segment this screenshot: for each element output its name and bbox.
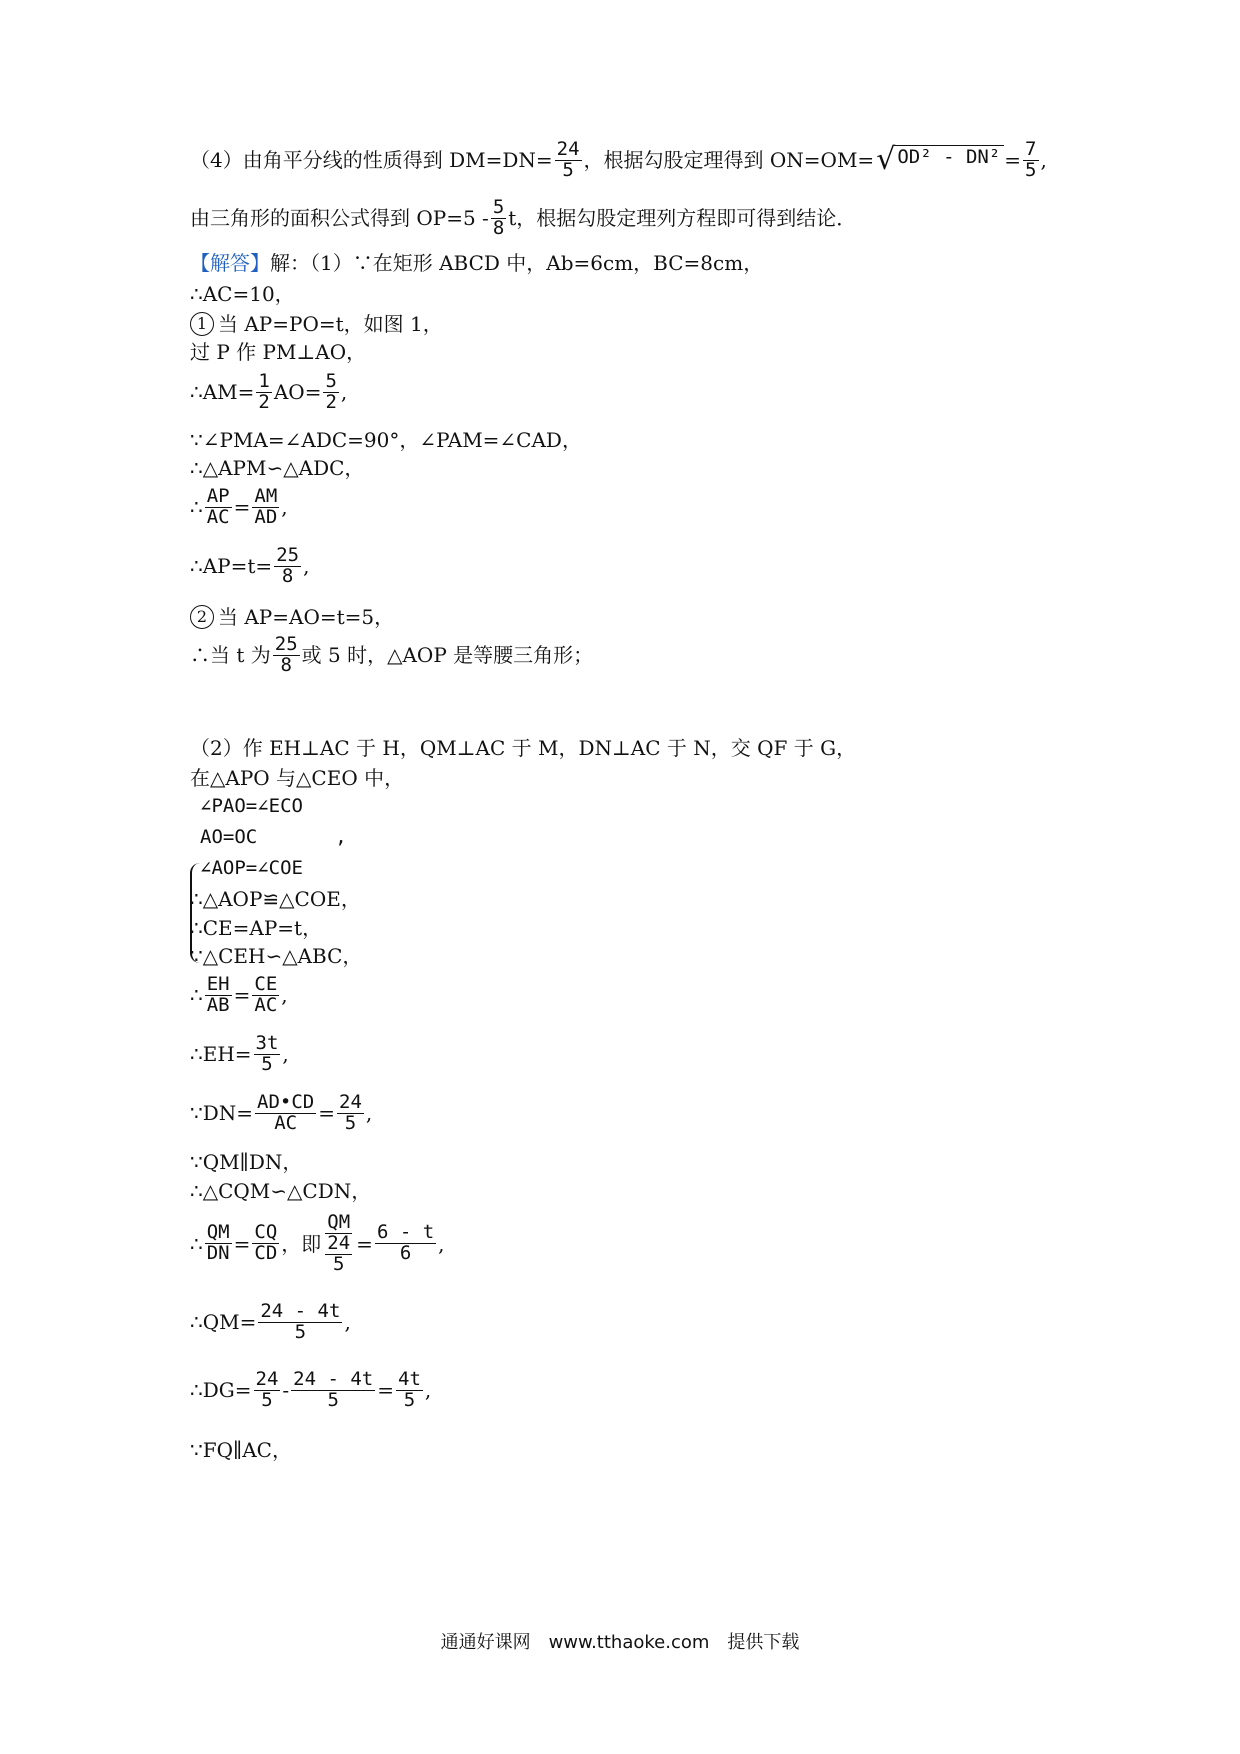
step-line: ∴ $\frac{AP}{AC}$ = $\frac{AM}{AD}$ ,: [190, 485, 288, 528]
fraction: $\frac{3t}{5}$: [255, 1032, 279, 1075]
text: ，根据勾股定理得到 ON=OM=: [583, 148, 875, 173]
step-line: ∴QM= $\frac{24 - 4t}{5}$ ,: [190, 1300, 351, 1343]
solution-tag: 【解答】: [190, 251, 270, 275]
fraction: $\frac{AD•CD}{AC}$: [257, 1091, 315, 1134]
fraction: $\frac{AM}{AD}$: [254, 485, 278, 528]
step-line: ∴DG= $\frac{24}{5}$ - $\frac{24 - 4t}{5}$ = $\frac{4t}{5}$ ,: [190, 1368, 432, 1411]
fraction: $\frac{24}{5}$: [339, 1091, 362, 1134]
case-2-line: [190, 605, 394, 629]
text: 由三角形的面积公式得到 OP=5 -: [190, 206, 489, 231]
step-line: ∴EH= $\frac{3t}{5}$ ,: [190, 1032, 289, 1075]
text: 解：（1）∵在矩形 ABCD 中，Ab=6cm，BC=8cm，: [270, 251, 764, 275]
text: （4）由角平分线的性质得到 DM=DN=: [190, 148, 553, 173]
text: 当 AP=AO=t=5，: [218, 605, 395, 629]
fraction: $\frac{7}{5}$: [1025, 138, 1037, 181]
step-line: ∵∠PMA=∠ADC=90°，∠PAM=∠CAD，: [190, 428, 582, 452]
fraction: $\frac{AP}{AC}$: [206, 485, 230, 528]
step-line: 在△APO 与△CEO 中，: [190, 766, 405, 790]
fraction: $\frac{1}{2}$: [258, 370, 270, 413]
square-root: √ OD² - DN²: [876, 145, 1004, 175]
step-line: ∴AM= $\frac{1}{2}$ AO= $\frac{5}{2}$ ,: [190, 370, 348, 413]
fraction: $\frac{25}{8}$: [276, 544, 300, 587]
step-line: ∴AC=10，: [190, 282, 295, 306]
step-line: ∵△CEH∽△ABC，: [190, 944, 363, 968]
fraction: $\frac{CE}{AC}$: [254, 973, 278, 1016]
step-line: ∴ $\frac{EH}{AB}$ = $\frac{CE}{AC}$ ,: [190, 973, 288, 1016]
step-line: ∴△APM∽△ADC，: [190, 456, 365, 480]
step-line: ∴ $\frac{QM}{DN}$ = $\frac{CQ}{CD}$ ，即 QM 24 5 = $\frac{6 - t}{6}$ ,: [190, 1211, 445, 1275]
text: ,: [1040, 148, 1047, 173]
step-line: ∵FQ∥AC，: [190, 1438, 292, 1462]
brace-row: ∠PAO=∠ECO: [200, 795, 303, 817]
compound-fraction: QM 24 5: [327, 1211, 351, 1275]
analysis-line-4: [190, 140, 1047, 181]
text: 当 AP=PO=t，如图 1，: [218, 312, 443, 336]
conclusion-line: ∴当 t 为 $\frac{25}{8}$ 或 5 时，△AOP 是等腰三角形；: [190, 633, 594, 676]
step-line: ∵DN= $\frac{AD•CD}{AC}$ = $\frac{24}{5}$ ,: [190, 1091, 373, 1134]
fraction: $\frac{CQ}{CD}$: [254, 1221, 278, 1265]
equals: =: [1004, 148, 1022, 173]
step-line: 过 P 作 PM⊥AO，: [190, 340, 367, 364]
brace-row: AO=OC ,: [200, 826, 347, 848]
fraction: $\frac{24}{5}$: [255, 1368, 279, 1411]
step-line: ∴AP=t= $\frac{25}{8}$ ,: [190, 544, 310, 587]
part-2-header: （2）作 EH⊥AC 于 H，QM⊥AC 于 M，DN⊥AC 于 N，交 QF 于 G，: [190, 736, 857, 760]
circled-number: 2: [190, 605, 214, 629]
fraction: $\frac{QM}{DN}$: [206, 1221, 230, 1265]
fraction: $\frac{6 - t}{6}$: [376, 1221, 435, 1265]
fraction: $\frac{5}{8}$: [492, 196, 505, 239]
text: t，根据勾股定理列方程即可得到结论．: [508, 206, 857, 231]
fraction: $\frac{24}{5}$: [556, 138, 580, 181]
step-line: ∴CE=AP=t，: [190, 916, 323, 940]
solution-header: [190, 253, 763, 273]
fraction: $\frac{24 - 4t}{5}$: [293, 1368, 374, 1411]
step-line: ∴△CQM∽△CDN，: [190, 1179, 372, 1203]
step-line: ∴△AOP≌△COE，: [190, 887, 361, 911]
fraction: $\frac{4t}{5}$: [398, 1368, 421, 1411]
circled-number: 1: [190, 312, 214, 336]
step-line: ∵QM∥DN，: [190, 1150, 303, 1174]
footer-credit: 通通好课网 www.tthaoke.com 提供下载: [440, 1632, 800, 1653]
case-1-line: [190, 312, 443, 336]
brace-row: ∠AOP=∠COE: [200, 857, 303, 879]
fraction: $\frac{25}{8}$: [274, 633, 298, 676]
fraction: $\frac{5}{2}$: [325, 370, 337, 413]
fraction: $\frac{EH}{AB}$: [206, 973, 230, 1016]
analysis-line-area: [190, 198, 856, 239]
fraction: $\frac{24 - 4t}{5}$: [260, 1300, 341, 1343]
